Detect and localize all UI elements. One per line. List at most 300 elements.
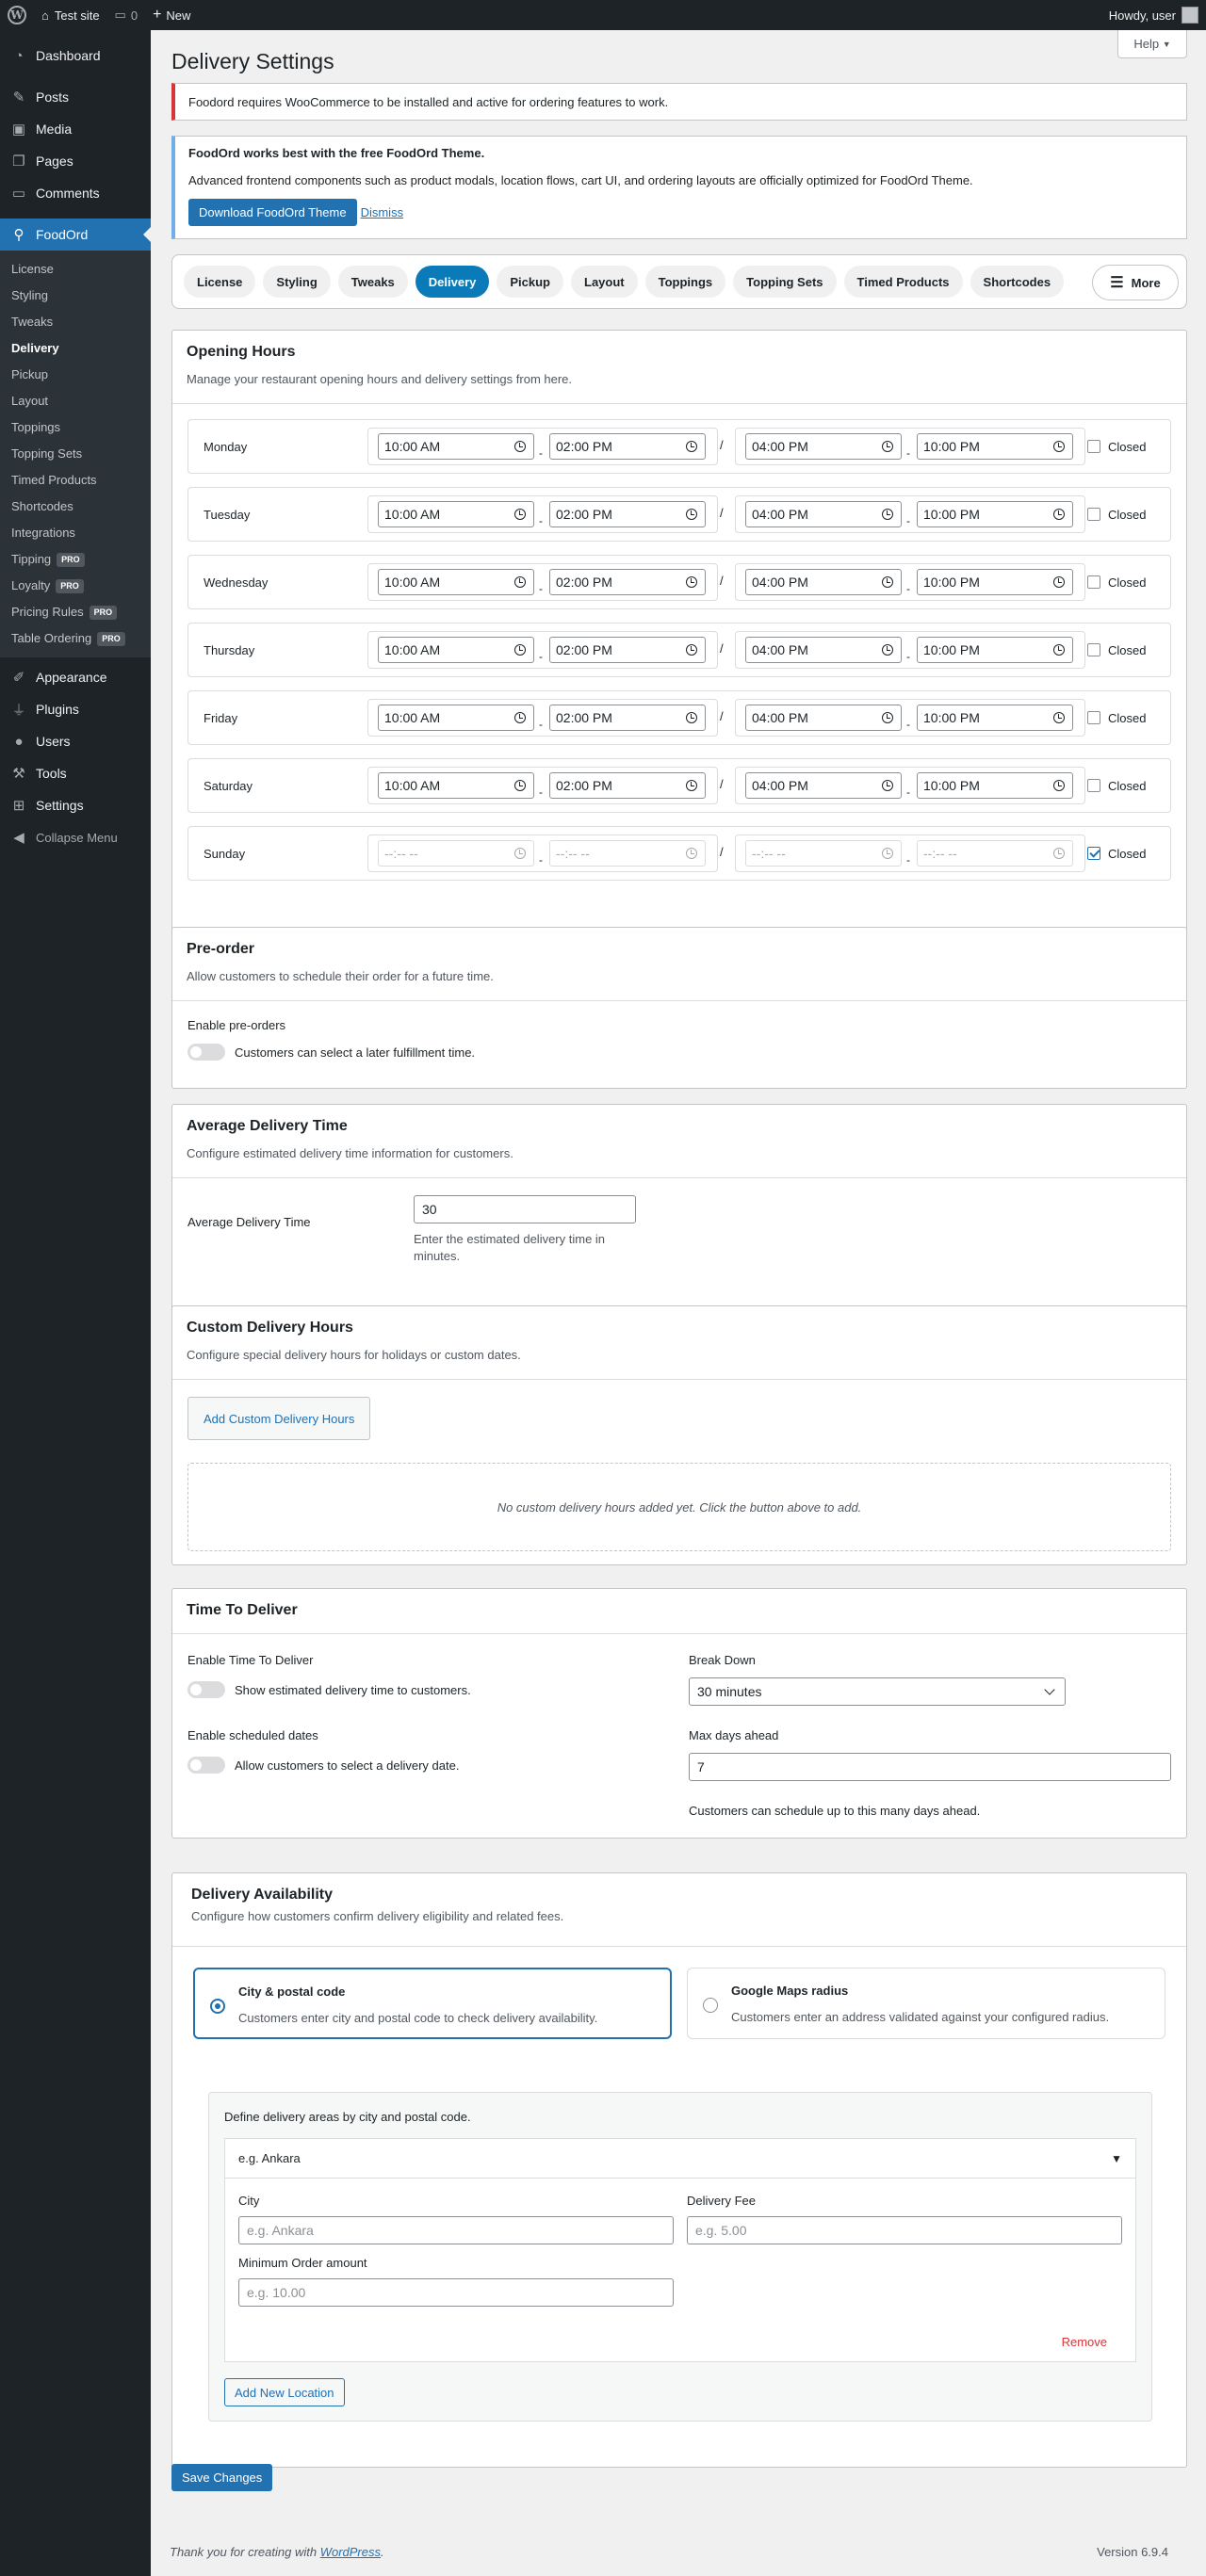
- time-value: 02:00 PM: [556, 507, 612, 522]
- preorder-label: Enable pre-orders: [187, 1018, 286, 1032]
- submenu-label: Table Ordering: [11, 631, 92, 645]
- opening-hours-description: Manage your restaurant opening hours and delivery settings from here.: [187, 372, 573, 386]
- availability-card: [171, 1872, 1187, 2468]
- wordpress-logo-icon[interactable]: W: [0, 0, 34, 30]
- theme-notice-text: Advanced frontend components such as product modals, location flows, cart UI, and ordering layouts are officially optimized for FoodOrd Theme.: [188, 173, 973, 187]
- tab-toppings[interactable]: Toppings: [645, 266, 726, 298]
- location-header-title: e.g. Ankara: [238, 2151, 301, 2165]
- time-slot: [367, 699, 718, 737]
- ttd-enable-toggle[interactable]: [187, 1681, 225, 1698]
- food-icon: ⚲: [13, 227, 24, 243]
- time-value: 02:00 PM: [556, 575, 612, 590]
- clock-icon: [686, 509, 697, 520]
- availability-title: Delivery Availability: [191, 1887, 333, 1903]
- time-input[interactable]: [549, 840, 706, 867]
- time-slot: [367, 495, 718, 533]
- menu-settings[interactable]: [0, 789, 151, 821]
- slot-separator: /: [720, 506, 724, 520]
- time-value: 04:00 PM: [752, 575, 808, 590]
- custom-hours-empty-text: No custom delivery hours added yet. Click the button above to add.: [497, 1499, 862, 1515]
- submenu-topping-sets[interactable]: [0, 441, 151, 467]
- tab-styling[interactable]: Styling: [263, 266, 330, 298]
- clock-icon: [686, 780, 697, 791]
- fee-input[interactable]: e.g. 5.00: [687, 2216, 1122, 2244]
- closed-label: Closed: [1108, 779, 1147, 793]
- submenu-pickup[interactable]: [0, 362, 151, 388]
- range-dash: -: [906, 786, 910, 799]
- menu-users[interactable]: [0, 725, 151, 757]
- time-input[interactable]: [378, 433, 534, 460]
- time-input[interactable]: [745, 433, 902, 460]
- help-label: Help: [1133, 37, 1160, 51]
- time-value: 10:00 PM: [923, 778, 980, 793]
- custom-hours-title: Custom Delivery Hours: [187, 1320, 353, 1336]
- time-input[interactable]: [378, 501, 534, 527]
- submenu-label: Styling: [11, 288, 49, 302]
- range-dash: -: [539, 446, 543, 460]
- menu-label: Users: [36, 734, 71, 749]
- menu-pages[interactable]: [0, 145, 151, 177]
- wordpress-link[interactable]: WordPress: [319, 2545, 381, 2559]
- time-slot: [735, 563, 1085, 601]
- time-value: --:-- --: [556, 846, 590, 861]
- option-maps-title: Google Maps radius: [731, 1984, 849, 1998]
- clock-icon: [1053, 644, 1065, 656]
- time-input[interactable]: [745, 772, 902, 799]
- clock-icon: [686, 441, 697, 452]
- submenu-label: License: [11, 262, 54, 276]
- day-row-thursday: [187, 623, 1171, 677]
- day-name: Wednesday: [204, 575, 269, 590]
- preorder-toggle-text: Customers can select a later fulfillment time.: [235, 1045, 476, 1060]
- wrench-icon: ⚒: [12, 766, 25, 782]
- day-row-friday: [187, 690, 1171, 745]
- comments-link[interactable]: [107, 0, 146, 30]
- time-value: 04:00 PM: [752, 507, 808, 522]
- menu-plugins[interactable]: [0, 693, 151, 725]
- min-order-input[interactable]: e.g. 10.00: [238, 2278, 674, 2307]
- user-icon: ●: [14, 733, 24, 750]
- collapse-icon: ◀: [13, 830, 24, 846]
- ttd-enable-label: Enable Time To Deliver: [187, 1653, 314, 1667]
- time-value: --:-- --: [384, 846, 418, 861]
- pro-badge: PRO: [57, 553, 85, 567]
- menu-foodord[interactable]: [0, 219, 151, 251]
- tab-layout[interactable]: Layout: [571, 266, 638, 298]
- submenu-tipping[interactable]: [0, 546, 151, 573]
- dismiss-link[interactable]: Dismiss: [360, 205, 404, 219]
- range-dash: -: [539, 514, 543, 527]
- time-value: 10:00 PM: [923, 575, 980, 590]
- closed-checkbox[interactable]: [1087, 779, 1100, 792]
- clock-icon: [882, 576, 893, 588]
- time-value: 10:00 PM: [923, 439, 980, 454]
- submenu-label: Timed Products: [11, 473, 97, 487]
- range-dash: -: [539, 853, 543, 867]
- clock-icon: [1053, 848, 1065, 859]
- menu-label: Posts: [36, 89, 70, 105]
- admin-sidebar: [0, 30, 151, 2576]
- tab-delivery[interactable]: Delivery: [416, 266, 490, 298]
- time-input[interactable]: [549, 433, 706, 460]
- closed-checkbox[interactable]: [1087, 575, 1100, 589]
- submenu-styling[interactable]: [0, 283, 151, 309]
- site-name-label: Test site: [54, 8, 100, 23]
- time-input[interactable]: [917, 569, 1073, 595]
- time-value: 02:00 PM: [556, 642, 612, 657]
- time-value: 10:00 AM: [384, 710, 441, 725]
- theme-notice: [171, 136, 1187, 239]
- submenu-integrations[interactable]: [0, 520, 151, 546]
- submenu-timed-products[interactable]: [0, 467, 151, 494]
- time-input[interactable]: [378, 772, 534, 799]
- fee-label: Delivery Fee: [687, 2194, 756, 2208]
- option-city-title: City & postal code: [238, 1985, 346, 1999]
- foodord-submenu: [0, 251, 151, 657]
- submenu-delivery[interactable]: [0, 335, 151, 362]
- menu-tools[interactable]: [0, 757, 151, 789]
- submenu-label: Loyalty: [11, 578, 51, 592]
- caret-down-icon: ▼: [1162, 39, 1171, 49]
- account-menu[interactable]: [1101, 0, 1206, 30]
- time-slot: [367, 631, 718, 669]
- tab-shortcodes[interactable]: Shortcodes: [970, 266, 1065, 298]
- time-value: --:-- --: [923, 846, 957, 861]
- tab-timed-products[interactable]: Timed Products: [844, 266, 963, 298]
- add-custom-hours-button[interactable]: Add Custom Delivery Hours: [187, 1397, 370, 1440]
- time-value: 10:00 AM: [384, 507, 441, 522]
- time-input[interactable]: [917, 433, 1073, 460]
- define-areas-text: Define delivery areas by city and postal code.: [224, 2110, 471, 2124]
- city-label: City: [238, 2194, 260, 2208]
- time-input[interactable]: [745, 705, 902, 731]
- tab-tweaks[interactable]: Tweaks: [338, 266, 408, 298]
- submenu-label: Shortcodes: [11, 499, 73, 513]
- preorder-toggle[interactable]: [187, 1044, 225, 1061]
- time-input[interactable]: [917, 772, 1073, 799]
- preorder-title: Pre-order: [187, 941, 255, 957]
- time-value: 02:00 PM: [556, 710, 612, 725]
- download-theme-button[interactable]: Download FoodOrd Theme: [188, 199, 357, 226]
- clock-icon: [514, 848, 526, 859]
- menu-posts[interactable]: [0, 81, 151, 113]
- howdy-label: Howdy, user: [1108, 8, 1176, 23]
- submenu-label: Layout: [11, 394, 49, 408]
- clock-icon: [1053, 509, 1065, 520]
- comment-icon: ▭: [114, 8, 126, 22]
- pro-badge: PRO: [90, 606, 118, 620]
- time-slot: [367, 767, 718, 804]
- time-value: 04:00 PM: [752, 778, 808, 793]
- range-dash: -: [539, 650, 543, 663]
- time-to-deliver-card: [171, 1588, 1187, 1839]
- slot-separator: /: [720, 709, 724, 723]
- dashboard-icon: ◔: [14, 47, 24, 64]
- time-value: --:-- --: [752, 846, 786, 861]
- menu-label: Tools: [36, 766, 67, 781]
- more-tabs-button[interactable]: [1092, 265, 1179, 300]
- hamburger-icon: ☰: [1110, 275, 1124, 291]
- range-dash: -: [906, 650, 910, 663]
- closed-checkbox[interactable]: [1087, 711, 1100, 724]
- menu-appearance[interactable]: [0, 661, 151, 693]
- time-input[interactable]: [378, 569, 534, 595]
- time-input[interactable]: [917, 705, 1073, 731]
- clock-icon: [686, 712, 697, 723]
- avg-delivery-help-2: minutes.: [414, 1249, 461, 1263]
- submenu-label: Pickup: [11, 367, 49, 381]
- plugin-icon: ⏚: [11, 702, 26, 719]
- submenu-label: Delivery: [11, 341, 59, 355]
- time-input[interactable]: [549, 637, 706, 663]
- home-icon: ⌂: [41, 8, 49, 23]
- submenu-tweaks[interactable]: [0, 309, 151, 335]
- pages-icon: ❐: [12, 154, 25, 170]
- chevron-down-icon: [1044, 1684, 1054, 1694]
- custom-hours-description: Configure special delivery hours for holidays or custom dates.: [187, 1348, 521, 1362]
- avg-delivery-help-1: Enter the estimated delivery time in: [414, 1232, 606, 1246]
- submenu-layout[interactable]: [0, 388, 151, 414]
- menu-dashboard[interactable]: [0, 40, 151, 72]
- time-input[interactable]: [549, 501, 706, 527]
- preorder-card: [171, 927, 1187, 1089]
- version-text: Version 6.9.4: [1097, 2545, 1168, 2559]
- avg-delivery-input[interactable]: 30: [414, 1195, 636, 1223]
- slot-separator: /: [720, 777, 724, 791]
- option-maps-radius[interactable]: [687, 1968, 1165, 2039]
- ttd-scheduled-label: Enable scheduled dates: [187, 1728, 318, 1742]
- menu-label: Appearance: [36, 670, 107, 685]
- ttd-scheduled-toggle[interactable]: [187, 1757, 225, 1774]
- page-title: Delivery Settings: [171, 49, 334, 73]
- error-notice: [171, 83, 1187, 121]
- custom-hours-card: [171, 1305, 1187, 1565]
- avg-delivery-description: Configure estimated delivery time information for customers.: [187, 1146, 513, 1160]
- collapse-menu-button[interactable]: [0, 821, 151, 853]
- clock-icon: [882, 712, 893, 723]
- closed-label: Closed: [1108, 440, 1147, 454]
- time-slot: [735, 495, 1085, 533]
- time-input[interactable]: [549, 705, 706, 731]
- availability-description: Configure how customers confirm delivery eligibility and related fees.: [191, 1909, 564, 1923]
- breakdown-label: Break Down: [689, 1653, 756, 1667]
- clock-icon: [1053, 441, 1065, 452]
- clock-icon: [514, 712, 526, 723]
- range-dash: -: [539, 718, 543, 731]
- day-row-monday: [187, 419, 1171, 474]
- tab-pickup[interactable]: Pickup: [497, 266, 563, 298]
- time-value: 04:00 PM: [752, 439, 808, 454]
- locations-panel: [208, 2092, 1152, 2422]
- tab-license[interactable]: License: [184, 266, 255, 298]
- option-city-postal[interactable]: [193, 1968, 672, 2039]
- clock-icon: [1053, 780, 1065, 791]
- tab-topping-sets[interactable]: Topping Sets: [733, 266, 836, 298]
- clock-icon: [1053, 712, 1065, 723]
- option-city-text: Customers enter city and postal code to check delivery availability.: [238, 2011, 598, 2025]
- day-name: Monday: [204, 440, 248, 454]
- time-value: 04:00 PM: [752, 710, 808, 725]
- ttd-scheduled-text: Allow customers to select a delivery date.: [235, 1758, 460, 1773]
- max-days-input[interactable]: 7: [689, 1753, 1171, 1781]
- clock-icon: [514, 780, 526, 791]
- slot-separator: /: [720, 574, 724, 588]
- day-name: Sunday: [204, 847, 246, 861]
- clock-icon: [882, 441, 893, 452]
- day-name: Friday: [204, 711, 238, 725]
- time-slot: [735, 767, 1085, 804]
- city-input[interactable]: e.g. Ankara: [238, 2216, 674, 2244]
- clock-icon: [882, 509, 893, 520]
- time-input[interactable]: [917, 637, 1073, 663]
- time-input[interactable]: [549, 772, 706, 799]
- time-slot: [735, 631, 1085, 669]
- max-days-label: Max days ahead: [689, 1728, 779, 1742]
- location-header[interactable]: [225, 2139, 1135, 2179]
- range-dash: -: [906, 446, 910, 460]
- menu-label: Collapse Menu: [36, 830, 118, 845]
- avg-delivery-card: [171, 1104, 1187, 1317]
- time-input[interactable]: [378, 637, 534, 663]
- day-name: Tuesday: [204, 508, 251, 522]
- pin-icon: ✎: [12, 89, 25, 105]
- submenu-label: Toppings: [11, 420, 61, 434]
- footer-text: Thank you for creating with: [170, 2545, 320, 2559]
- clock-icon: [514, 509, 526, 520]
- error-notice-text: Foodord requires WooCommerce to be installed and active for ordering features to work.: [188, 95, 669, 109]
- footer-suffix: .: [381, 2545, 384, 2559]
- range-dash: -: [539, 582, 543, 595]
- clock-icon: [882, 780, 893, 791]
- custom-hours-empty-state: [187, 1463, 1171, 1551]
- closed-checkbox[interactable]: [1087, 508, 1100, 521]
- time-input[interactable]: [378, 705, 534, 731]
- time-input[interactable]: [917, 840, 1073, 867]
- closed-label: Closed: [1108, 575, 1147, 590]
- range-dash: -: [906, 718, 910, 731]
- settings-icon: ⊞: [12, 798, 25, 814]
- menu-label: Settings: [36, 798, 84, 813]
- day-row-saturday: [187, 758, 1171, 813]
- new-label: New: [166, 8, 191, 23]
- preorder-description: Allow customers to schedule their order for a future time.: [187, 969, 494, 983]
- avatar: [1182, 7, 1198, 24]
- closed-label: Closed: [1108, 643, 1147, 657]
- slot-separator: /: [720, 845, 724, 859]
- time-input[interactable]: [745, 569, 902, 595]
- closed-label: Closed: [1108, 847, 1147, 861]
- submenu-pricing-rules[interactable]: [0, 599, 151, 625]
- time-value: 10:00 AM: [384, 439, 441, 454]
- time-input[interactable]: [745, 637, 902, 663]
- range-dash: -: [539, 786, 543, 799]
- more-label: More: [1131, 275, 1161, 290]
- closed-checkbox[interactable]: [1087, 643, 1100, 656]
- comment-icon: ▭: [11, 186, 26, 202]
- range-dash: -: [906, 514, 910, 527]
- time-input[interactable]: [745, 840, 902, 867]
- day-name: Saturday: [204, 779, 253, 793]
- closed-label: Closed: [1108, 508, 1147, 522]
- submenu-label: Integrations: [11, 526, 75, 540]
- range-dash: -: [906, 582, 910, 595]
- new-content-link[interactable]: [145, 0, 198, 30]
- time-value: 10:00 AM: [384, 778, 441, 793]
- clock-icon: [514, 576, 526, 588]
- radio-city-postal[interactable]: [210, 1999, 225, 2014]
- day-row-tuesday: [187, 487, 1171, 542]
- comments-count: 0: [130, 8, 139, 23]
- submenu-toppings[interactable]: [0, 414, 151, 441]
- menu-label: Pages: [36, 154, 73, 169]
- menu-label: Media: [36, 122, 73, 137]
- time-value: 02:00 PM: [556, 439, 612, 454]
- submenu-label: Pricing Rules: [11, 605, 84, 619]
- day-row-sunday: [187, 826, 1171, 881]
- menu-comments[interactable]: [0, 177, 151, 209]
- closed-label: Closed: [1108, 711, 1147, 725]
- clock-icon: [514, 644, 526, 656]
- opening-hours-card: [171, 330, 1187, 936]
- pro-badge: PRO: [97, 632, 125, 646]
- range-dash: -: [906, 853, 910, 867]
- submenu-table-ordering[interactable]: [0, 625, 151, 652]
- time-slot: [735, 834, 1085, 872]
- time-slot: [735, 699, 1085, 737]
- save-changes-button[interactable]: Save Changes: [171, 2464, 272, 2491]
- time-input[interactable]: [378, 840, 534, 867]
- time-slot: [367, 428, 718, 465]
- help-tab-button[interactable]: [1117, 30, 1187, 58]
- pro-badge: PRO: [56, 579, 84, 593]
- clock-icon: [686, 848, 697, 859]
- closed-checkbox[interactable]: [1087, 440, 1100, 453]
- menu-media[interactable]: [0, 113, 151, 145]
- plus-icon: +: [153, 7, 162, 23]
- time-value: 10:00 PM: [923, 642, 980, 657]
- breakdown-select[interactable]: [689, 1677, 1066, 1706]
- time-slot: [367, 834, 718, 872]
- settings-tabs: [171, 254, 1187, 309]
- radio-maps-radius[interactable]: [703, 1998, 718, 2013]
- time-value: 02:00 PM: [556, 778, 612, 793]
- submenu-loyalty[interactable]: [0, 573, 151, 599]
- submenu-shortcodes[interactable]: [0, 494, 151, 520]
- time-slot: [367, 563, 718, 601]
- time-value: 04:00 PM: [752, 642, 808, 657]
- site-name-link[interactable]: [34, 0, 107, 30]
- time-value: 10:00 PM: [923, 507, 980, 522]
- day-row-wednesday: [187, 555, 1171, 609]
- menu-label: FoodOrd: [36, 227, 89, 242]
- time-input[interactable]: [745, 501, 902, 527]
- submenu-license[interactable]: [0, 256, 151, 283]
- submenu-label: Tweaks: [11, 315, 54, 329]
- slot-separator: /: [720, 438, 724, 452]
- clock-icon: [882, 848, 893, 859]
- time-input[interactable]: [549, 569, 706, 595]
- admin-bar: [0, 0, 1206, 30]
- add-location-button[interactable]: Add New Location: [224, 2378, 345, 2406]
- location-item: [224, 2138, 1136, 2362]
- remove-location-link[interactable]: Remove: [1061, 2335, 1107, 2349]
- time-value: 10:00 AM: [384, 575, 441, 590]
- avg-delivery-label: Average Delivery Time: [187, 1215, 311, 1229]
- brush-icon: ✐: [12, 670, 25, 686]
- ttd-enable-text: Show estimated delivery time to customers.: [235, 1682, 471, 1697]
- time-input[interactable]: [917, 501, 1073, 527]
- closed-checkbox[interactable]: [1087, 847, 1100, 860]
